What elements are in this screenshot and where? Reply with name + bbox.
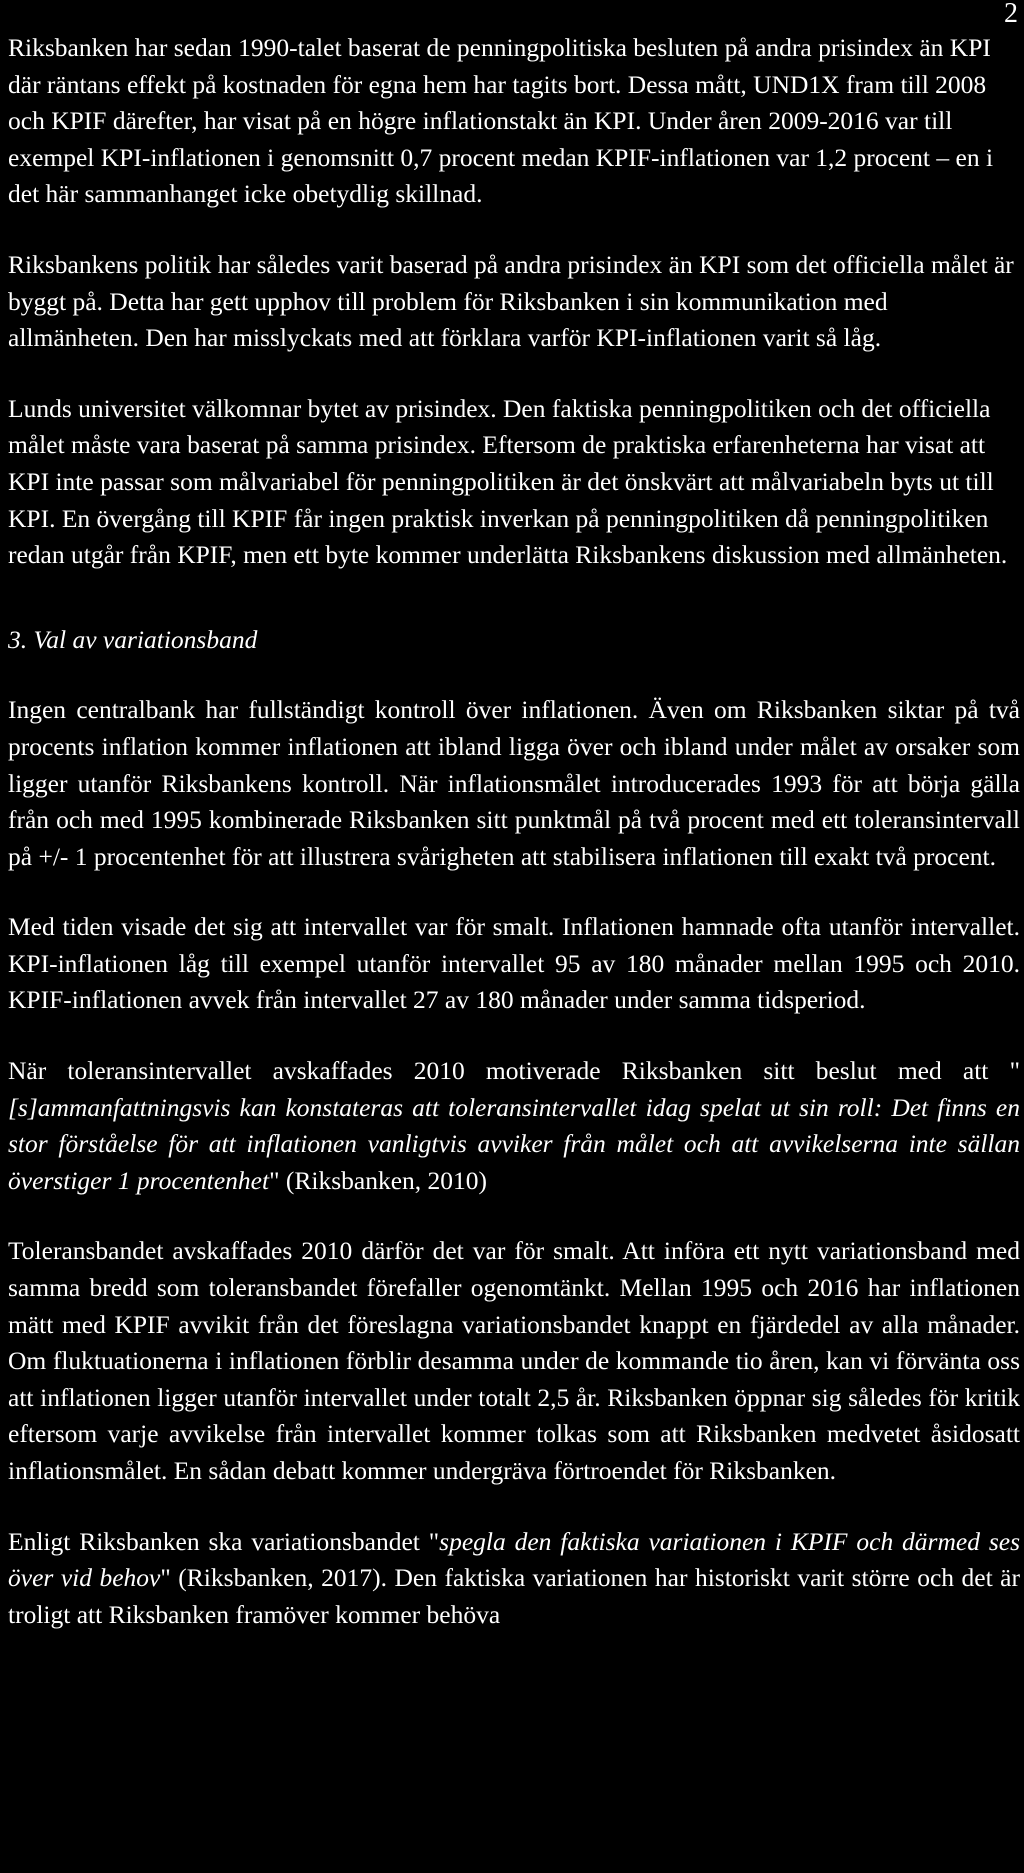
- paragraph-price-index-history: Riksbanken har sedan 1990-talet baserat de penningpolitiska besluten på andra prisindex än KPI där räntans effekt på kostnaden för egna hem har tagits bort. Dessa mått, UND1X fram till 2008 och KPIF därefter, har visat på en högre inflationstakt än KPI. Under åren 2009-2016 var till exempel KPI-inflationen i genomsnitt 0,7 procent medan KPIF-inflationen var 1,2 procent – en i det här sammanhanget icke obetydlig skillnad.: [8, 33, 994, 209]
- section-number: 3.: [8, 624, 28, 654]
- page-number: 2: [1004, 0, 1018, 29]
- document-body: [8, 30, 1020, 1667]
- paragraph-riksbank-variation-band: [8, 1524, 1020, 1634]
- section-title: Val av variationsband: [33, 624, 258, 654]
- last-paragraph-rest: (Riksbanken, 2017). Den faktiska variationen har historiskt varit större och det är troligt att Riksbanken framöver kommer behöva: [8, 1563, 1020, 1629]
- paragraph-central-bank-control: Ingen centralbank har fullständigt kontroll över inflationen. Även om Riksbanken siktar på två procents inflation kommer inflationen att ibland ligga över och ibland under målet av orsaker som ligger utanför Riksbankens kontroll. När inflationsmålet introducerades 1993 för att börja gälla från och med 1995 kombinerade Riksbanken sitt punktmål på två procent med ett toleransintervall på +/- 1 procentenhet för att illustrera svårigheten att stabilisera inflationen till exakt två procent.: [8, 695, 1020, 871]
- paragraph-tolerance-interval-quote: [8, 1053, 1020, 1199]
- paragraph-variation-band-critique: Toleransbandet avskaffades 2010 därför det var för smalt. Att införa ett nytt variationsband med samma bredd som toleransbandet förefaller ogenomtänkt. Mellan 1995 och 2016 har inflationen mätt med KPIF avvikit från det föreslagna variationsbandet knappt en fjärdedel av alla månader. Om fluktuationerna i inflationen förblir desamma under de kommande tio åren, kan vi förvänta oss att inflationen ligger utanför intervallet under totalt 2,5 år. Riksbanken öppnar sig således för kritik eftersom varje avvikelse från intervallet kommer tolkas som att Riksbanken medvetet åsidosatt inflationsmålet. En sådan debatt kommer undergräva förtroendet för Riksbanken.: [8, 1236, 1020, 1485]
- paragraph-lund-university-position: Lunds universitet välkomnar bytet av prisindex. Den faktiska penningpolitiken och det officiella målet måste vara baserat på samma prisindex. Eftersom de praktiska erfarenheterna har visat att KPI inte passar som målvariabel för penningpolitiken är det önskvärt att målvariabeln byts ut till KPI. En övergång till KPIF får ingen praktisk inverkan på penningpolitiken då penningpolitiken redan utgår från KPIF, men ett byte kommer underlätta Riksbankens diskussion med allmänheten.: [8, 393, 1008, 570]
- quote-intro: När toleransintervallet avskaffades 2010 motiverade Riksbanken sitt beslut med att: [8, 1056, 1010, 1086]
- quote-citation: (Riksbanken, 2010): [279, 1165, 488, 1195]
- paragraph-riksbank-communication: Riksbankens politik har således varit baserad på andra prisindex än KPI som det officiella målet är byggt på. Detta har gett upphov till problem för Riksbanken i sin kommunikation med allmänheten. Den har misslyckats med att förklara varför KPI-inflationen varit så låg.: [8, 249, 1014, 353]
- last-quote-text: spegla den faktiska variationen i KPIF och därmed ses över vid behov: [8, 1526, 1020, 1593]
- paragraph-interval-too-narrow: Med tiden visade det sig att intervallet var för smalt. Inflationen hamnade ofta utanför intervallet. KPI-inflationen låg till exempel utanför intervallet 95 av 180 månader mellan 1995 och 2010. KPIF-inflationen avvek från intervallet 27 av 180 månader under samma tidsperiod.: [8, 912, 1020, 1015]
- section-heading: [8, 622, 1020, 659]
- last-quote-open-mark: ": [428, 1526, 440, 1556]
- last-quote-intro: Enligt Riksbanken ska variationsbandet: [8, 1526, 429, 1556]
- quote-close-mark: ": [269, 1165, 280, 1195]
- quote-text: [s]ammanfattningsvis kan konstateras att toleransintervallet idag spelat ut sin roll: Det finns en stor förståelse för att inflationen vanligtvis avviker från målet och att avvikelserna inte sällan överstiger 1 procentenhet: [8, 1092, 1020, 1195]
- quote-open-mark: ": [1009, 1056, 1020, 1086]
- last-quote-close-mark: ": [160, 1563, 171, 1593]
